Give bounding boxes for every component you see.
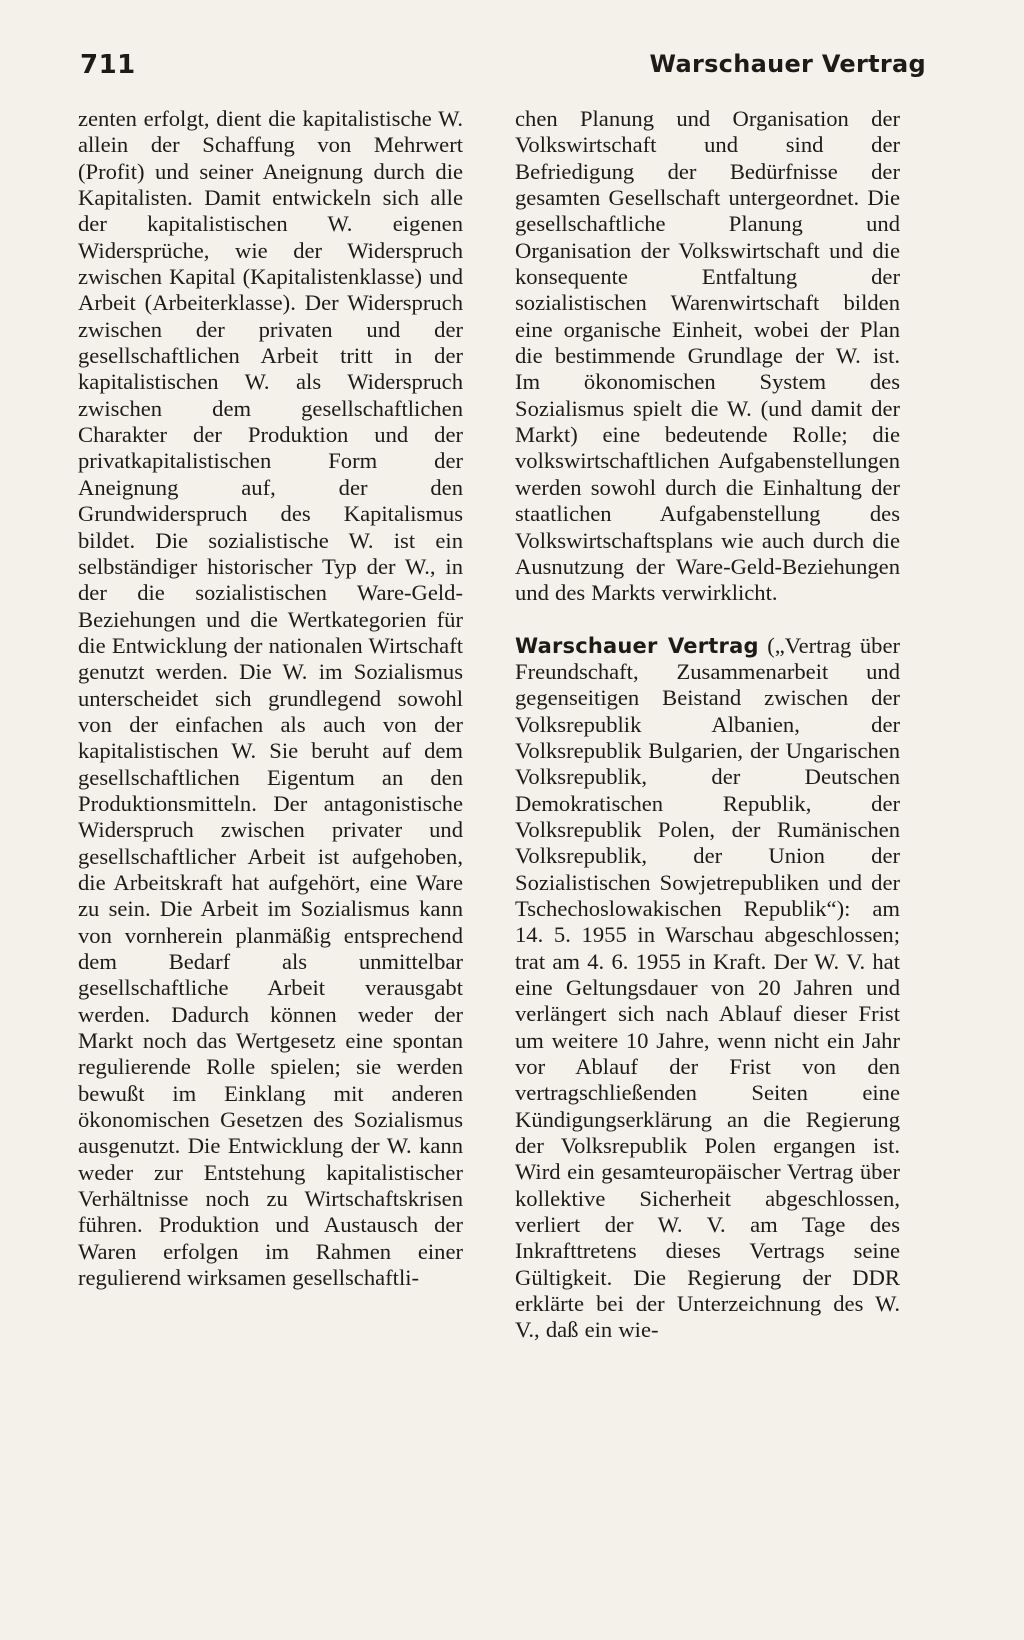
left-column-text: zenten erfolgt, dient die kapitalistische W. allein der Schaffung von Mehrwert (Profit) und seiner Aneignung durch die Kapitalisten. Damit entwickeln sich alle der kapitalistischen W. eigenen Widersprüche, wie der Widerspruch zwischen Kapital (Kapitalistenklasse) und Arbeit (Arbeiterklasse). Der Widerspruch zwischen der privaten und der gesellschaftlichen Arbeit tritt in der kapitalistischen W. als Widerspruch zwischen dem gesellschaftlichen Charakter der Produktion und der privatkapitalistischen Form der Aneignung auf, der den Grundwiderspruch des Kapitalismus bildet. Die sozialistische W. ist ein selbständiger historischer Typ der W., in der die sozialistischen Ware-Geld-Beziehungen und die Wertkategorien für die Entwicklung der nationalen Wirtschaft genutzt werden. Die W. im Sozialismus unterscheidet sich grundlegend sowohl von der einfachen als auch von der kapitalistischen W. Sie beruht auf dem gesellschaftlichen Eigentum an den Produktionsmitteln. Der antagonistische Widerspruch zwischen privater und gesellschaftlicher Arbeit ist aufgehoben, die Arbeitskraft hat aufgehört, eine Ware zu sein. Die Arbeit im Sozialismus kann von vornherein planmäßig entsprechend dem Bedarf als unmittelbar gesellschaftliche Arbeit verausgabt werden. Dadurch können weder der Markt noch das Wertgesetz eine spontan regulierende Rolle spielen; sie werden bewußt im Einklang mit anderen ökonomischen Gesetzen des Sozialismus ausgenutzt. Die Entwicklung der W. kann weder zur Entstehung kapitalistischer Verhältnisse noch zu Wirtschaftskrisen führen. Produktion und Austausch der Waren erfolgen im Rahmen einer regulierend wirksamen gesellschaftli- — [78, 106, 463, 1291]
right-column — [515, 106, 900, 1344]
page-number: 711 — [80, 50, 136, 80]
left-column — [78, 106, 463, 1291]
right-column-continuation: chen Planung und Organisation der Volkswirtschaft und sind der Befriedigung der Bedürfnisse der gesamten Gesellschaft untergeordnet. Die gesellschaftliche Planung und Organisation der Volkswirtschaft und die konsequente Entfaltung der sozialistischen Warenwirtschaft bilden eine organische Einheit, wobei der Plan die bestimmende Grundlage der W. ist. Im ökonomischen System des Sozialismus spielt die W. (und damit der Markt) eine bedeutende Rolle; die volkswirtschaftlichen Aufgabenstellungen werden sowohl durch die Einhaltung der staatlichen Aufgabenstellung des Volkswirtschaftsplans wie auch durch die Ausnutzung der Ware-Geld-Beziehungen und des Markts verwirklicht. — [515, 106, 900, 606]
entry-text: („Vertrag über Freundschaft, Zusammenarbeit und gegenseitigen Beistand zwischen der Volksrepublik Albanien, der Volksrepublik Bulgarien, der Ungarischen Volksrepublik, der Deutschen Demokratischen Republik, der Volksrepublik Polen, der Rumänischen Volksrepublik, der Union der Sozialistischen Sowjetrepubliken und der Tschechoslowakischen Republik“): am 14. 5. 1955 in Warschau abgeschlossen; trat am 4. 6. 1955 in Kraft. Der W. V. hat eine Geltungsdauer von 20 Jahren und verlängert sich nach Ablauf dieser Frist um weitere 10 Jahre, wenn nicht ein Jahr vor Ablauf der Frist von den vertragschließenden Seiten eine Kündigungserklärung an die Regierung der Volksrepublik Polen ergangen ist. Wird ein gesamteuropäischer Vertrag über kollektive Sicherheit abgeschlossen, verliert der W. V. am Tage des Inkrafttretens dieses Vertrags seine Gültigkeit. Die Regierung der DDR erklärte bei der Unterzeichnung des W. V., daß ein wie- — [515, 632, 900, 1343]
running-head: Warschauer Vertrag — [649, 50, 926, 78]
dictionary-entry — [515, 633, 900, 1344]
entry-title: Warschauer Vertrag — [515, 633, 759, 658]
